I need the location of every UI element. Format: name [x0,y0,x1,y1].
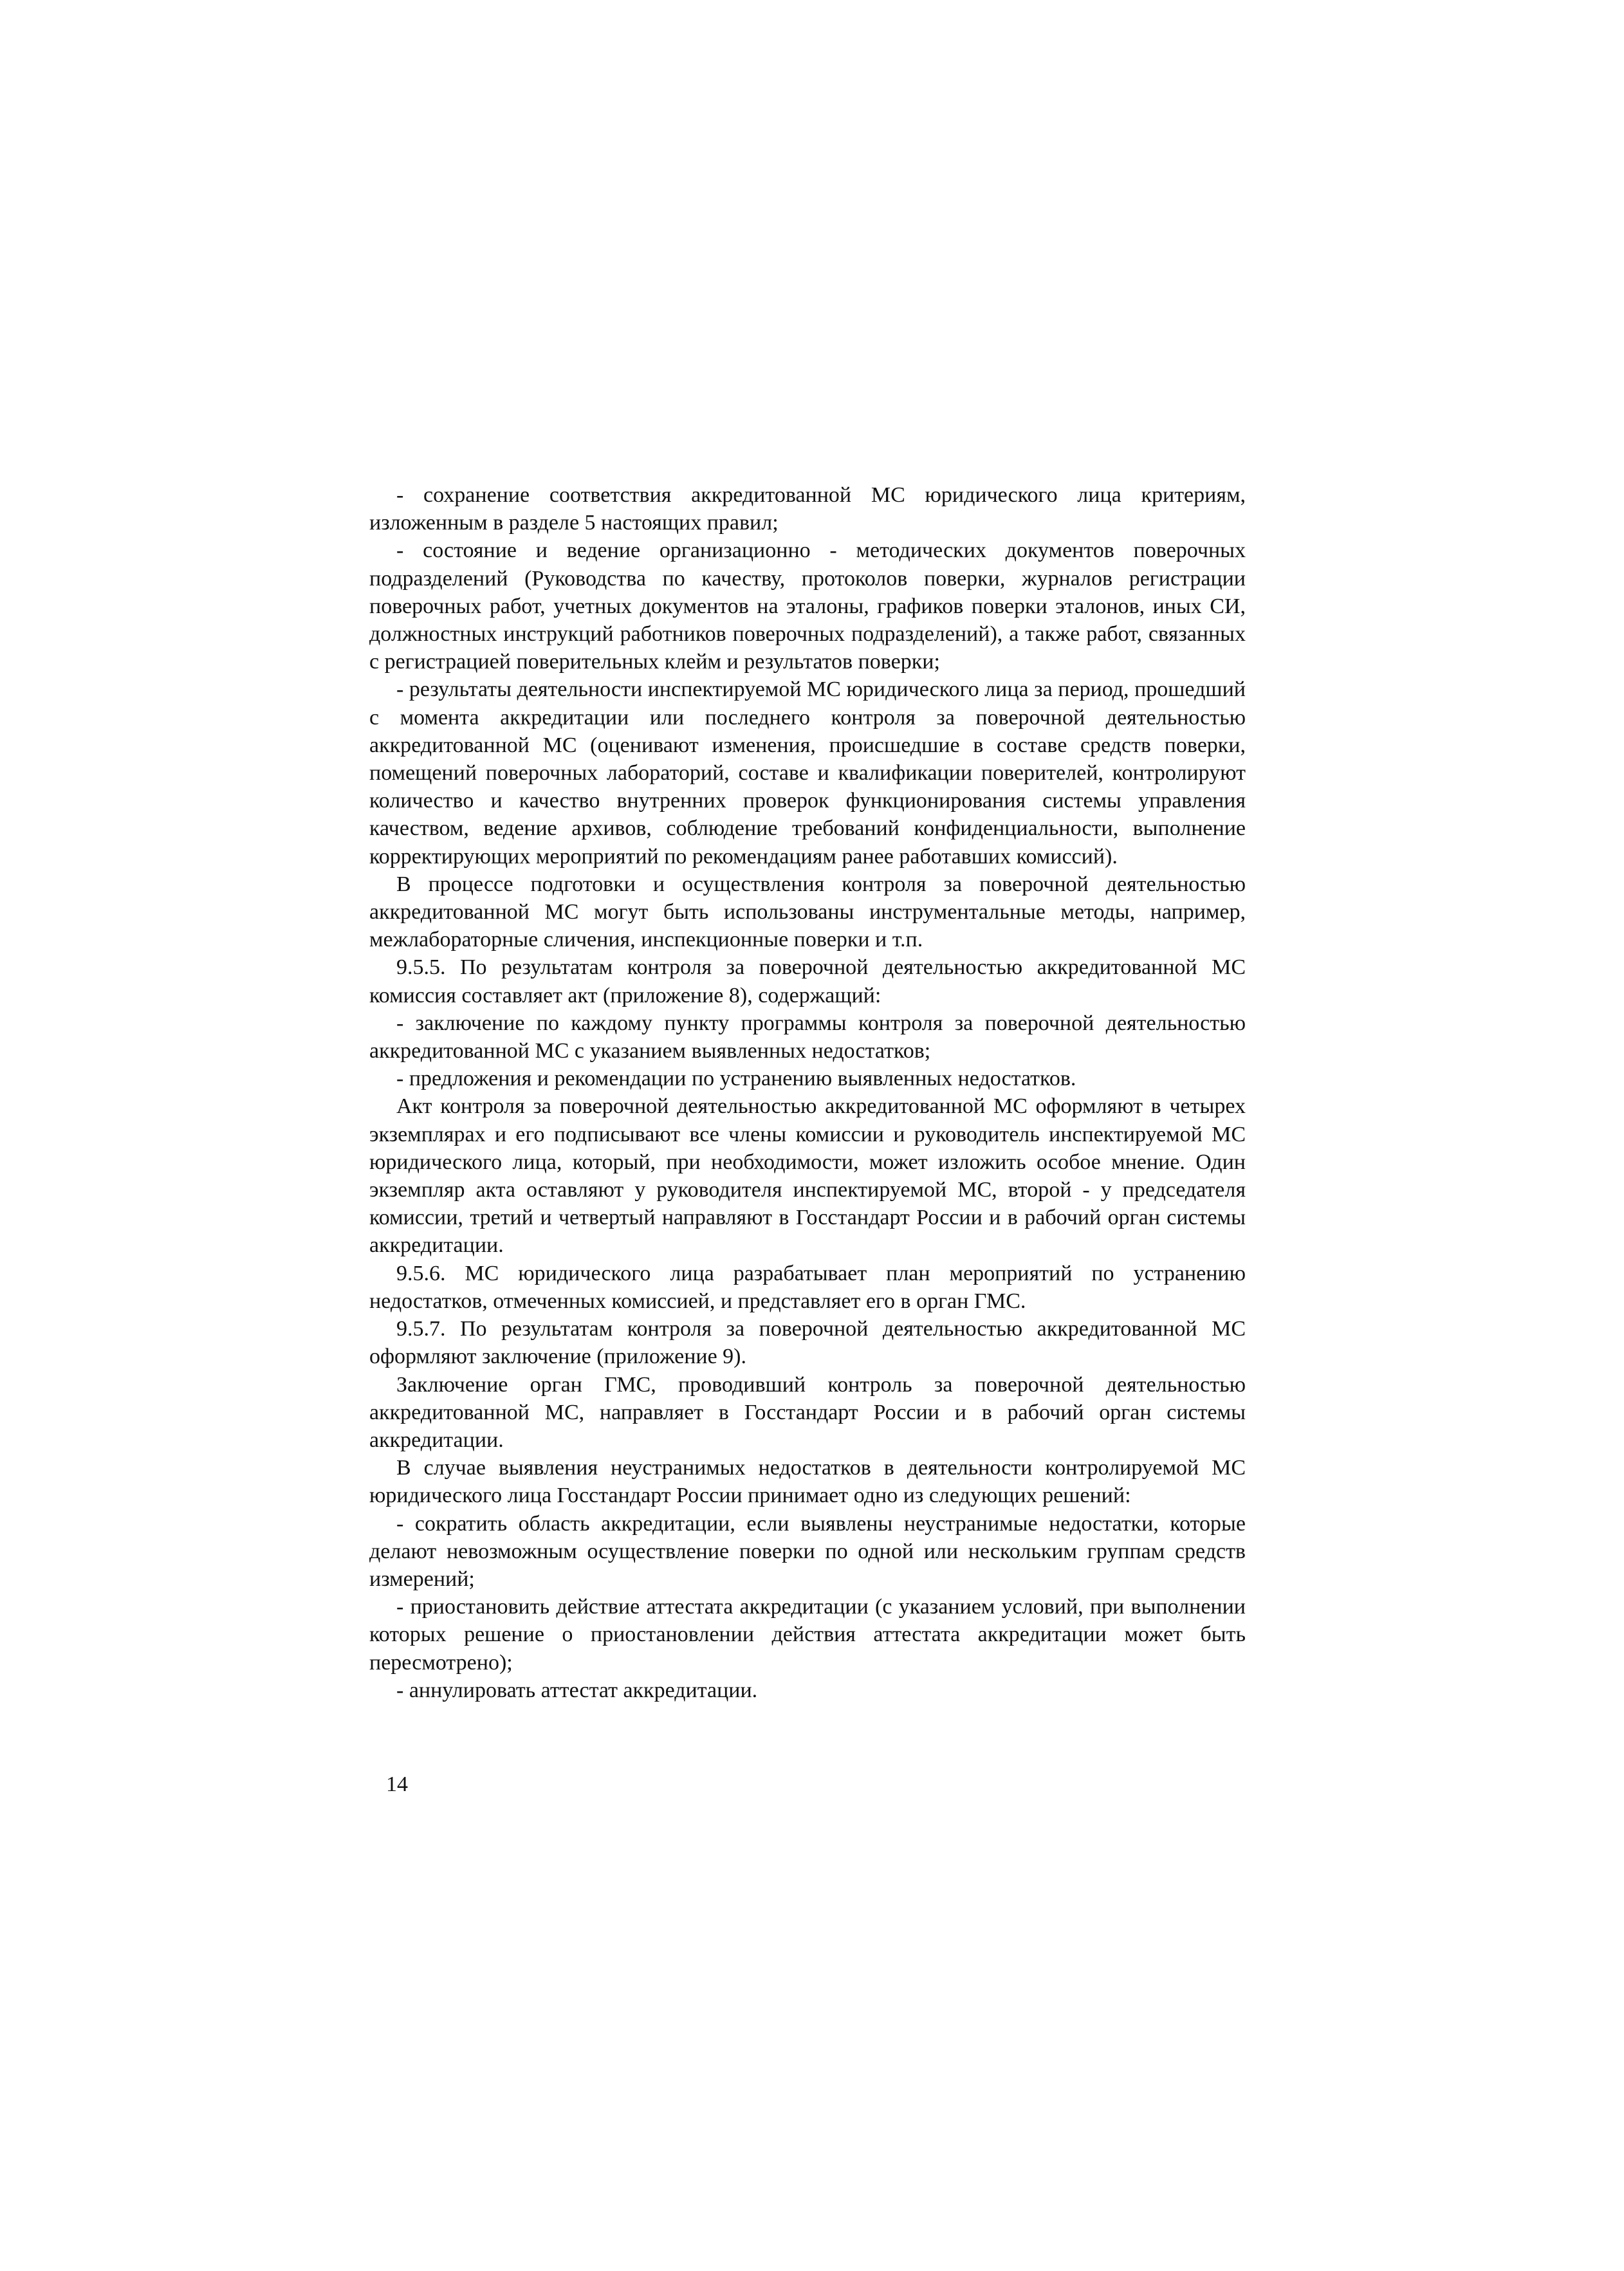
paragraph-9: 9.5.6. МС юридического лица разрабатывает план мероприятий по устранению недостатков, отмеченных комиссией, и представляет его в орган ГМС. [369,1261,1246,1313]
document-body [369,481,1246,1704]
paragraph-5: 9.5.5. По результатам контроля за поверочной деятельностью аккредитованной МС комиссия составляет акт (приложение 8), содержащий: [369,955,1246,1007]
paragraph-1: - сохранение соответствия аккредитованной МС юридического лица критериям, изложенным в разделе 5 настоящих правил; [369,483,1246,535]
paragraph-11: Заключение орган ГМС, проводивший контроль за поверочной деятельностью аккредитованной МС, направляет в Госстандарт России и в рабочий орган системы аккредитации. [369,1372,1246,1452]
paragraph-2: - состояние и ведение организационно - методических документов поверочных подразделений (Руководства по качеству, протоколов поверки, журналов регистрации поверочных работ, учетных документов на эталоны, графиков поверки эталонов, иных СИ, должностных инструкций работников поверочных подразделений), а также работ, связанных с регистрацией поверительных клейм и результатов поверки; [369,538,1246,674]
paragraph-15: - аннулировать аттестат аккредитации. [396,1678,758,1702]
paragraph-4: В процессе подготовки и осуществления контроля за поверочной деятельностью аккредитованной МС могут быть использованы инструментальные методы, например, межлабораторные сличения, инспекционные поверки и т.п. [369,872,1246,952]
paragraph-3: - результаты деятельности инспектируемой МС юридического лица за период, прошедший с момента аккредитации или последнего контроля за поверочной деятельностью аккредитованной МС (оценивают изменения, происшедшие в составе средств поверки, помещений поверочных лабораторий, составе и квалификации поверителей, контролируют количество и качество внутренних проверок функционирования системы управления качеством, ведение архивов, соблюдение требований конфиденциальности, выполнение корректирующих мероприятий по рекомендациям ранее работавших комиссий). [369,677,1246,869]
paragraph-12: В случае выявления неустранимых недостатков в деятельности контролируемой МС юридического лица Госстандарт России принимает одно из следующих решений: [369,1456,1246,1508]
paragraph-14: - приостановить действие аттестата аккредитации (с указанием условий, при выполнении которых решение о приостановлении действия аттестата аккредитации может быть пересмотрено); [369,1595,1246,1675]
paragraph-13: - сократить область аккредитации, если выявлены неустранимые недостатки, которые делают невозможным осуществление поверки по одной или нескольким группам средств измерений; [369,1511,1246,1591]
paragraph-10: 9.5.7. По результатам контроля за поверочной деятельностью аккредитованной МС оформляют заключение (приложение 9). [369,1317,1246,1369]
paragraph-7: - предложения и рекомендации по устранению выявленных недостатков. [396,1067,1076,1091]
paragraph-6: - заключение по каждому пункту программы контроля за поверочной деятельностью аккредитованной МС с указанием выявленных недостатков; [369,1011,1246,1063]
paragraph-8: Акт контроля за поверочной деятельностью аккредитованной МС оформляют в четырех экземплярах и его подписывают все члены комиссии и руководитель инспектируемой МС юридического лица, который, при необходимости, может изложить особое мнение. Один экземпляр акта оставляют у руководителя инспектируемой МС, второй - у председателя комиссии, третий и четвертый направляют в Госстандарт России и в рабочий орган системы аккредитации. [369,1094,1246,1258]
page-number: 14 [386,1772,408,1796]
